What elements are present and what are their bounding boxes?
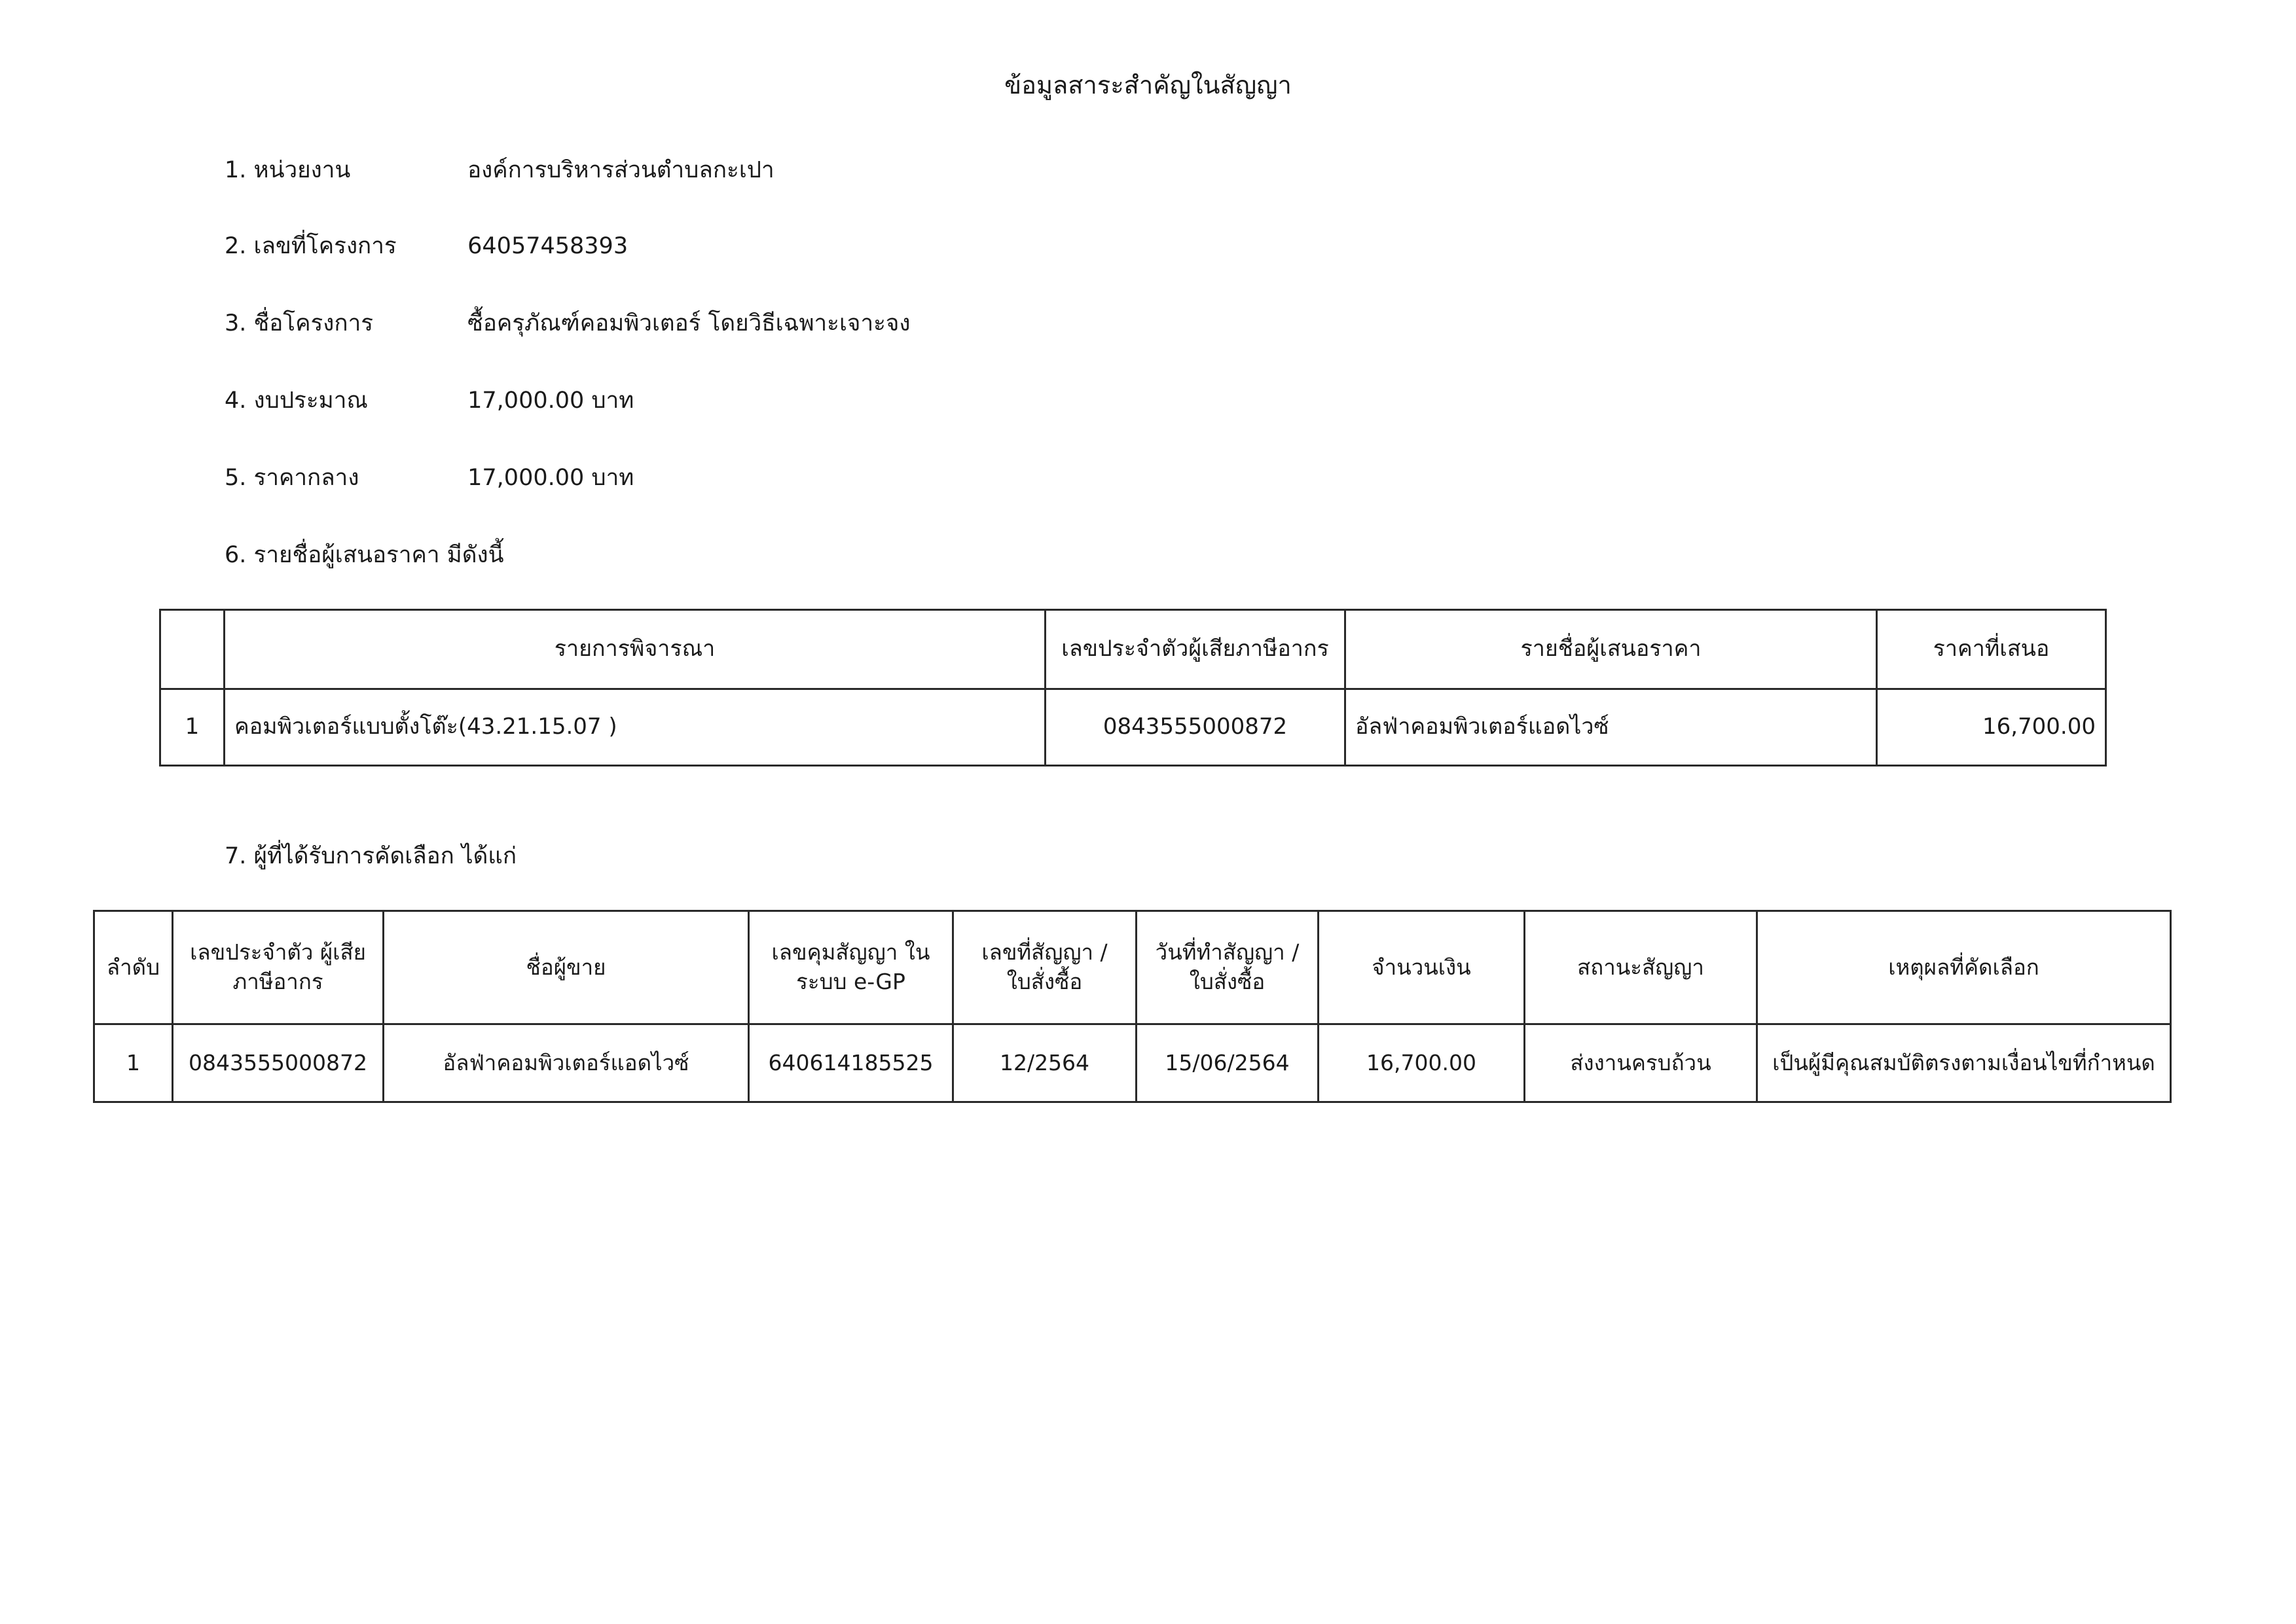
contract-number: 12/2564 [953, 1024, 1137, 1102]
header-cell: เลขที่สัญญา / ใบสั่งซื้อ [953, 911, 1137, 1024]
field-value: 17,000.00 บาท [467, 465, 634, 491]
header-cell: ราคาที่เสนอ [1877, 610, 2106, 689]
header-cell: จำนวนเงิน [1319, 911, 1525, 1024]
row-index: 1 [94, 1024, 173, 1102]
field-value: 17,000.00 บาท [467, 388, 634, 414]
header-cell: ลำดับ [94, 911, 173, 1024]
egp-contract-number: 640614185525 [749, 1024, 953, 1102]
field-median-price [225, 458, 634, 497]
selected-vendor-table [93, 910, 2172, 1103]
tax-id: 0843555000872 [1046, 689, 1345, 766]
bidders-table [159, 609, 2107, 767]
table-header-row [160, 610, 2106, 689]
field-value: 64057458393 [467, 233, 629, 259]
field-project-number [225, 226, 628, 266]
item-description: คอมพิวเตอร์แบบตั้งโต๊ะ(43.21.15.07 ) [225, 689, 1046, 766]
header-cell: รายชื่อผู้เสนอราคา [1345, 610, 1877, 689]
header-cell [160, 610, 225, 689]
field-label: 2. เลขที่โครงการ [225, 233, 397, 259]
table-header-row [94, 911, 2171, 1024]
header-cell: เลขประจำตัว ผู้เสียภาษีอากร [173, 911, 384, 1024]
field-label: 4. งบประมาณ [225, 388, 368, 414]
document-title: ข้อมูลสาระสำคัญในสัญญา [1004, 71, 1292, 99]
field-agency [225, 151, 774, 190]
table-row [160, 689, 2106, 766]
field-label: 3. ชื่อโครงการ [225, 310, 374, 336]
field-value: ซื้อครุภัณฑ์คอมพิวเตอร์ โดยวิธีเฉพาะเจาะจง [467, 310, 911, 336]
field-budget [225, 381, 634, 420]
section-bidders-title: 6. รายชื่อผู้เสนอราคา มีดังนี้ [225, 542, 504, 568]
bidder-name: อัลฟ่าคอมพิวเตอร์แอดไวซ์ [1345, 689, 1877, 766]
tax-id: 0843555000872 [173, 1024, 384, 1102]
bid-price: 16,700.00 [1877, 689, 2106, 766]
field-project-name [225, 304, 911, 343]
header-cell: วันที่ทำสัญญา / ใบสั่งซื้อ [1137, 911, 1319, 1024]
field-value: องค์การบริหารส่วนตำบลกะเปา [467, 157, 774, 183]
section-selected-title: 7. ผู้ที่ได้รับการคัดเลือก ได้แก่ [225, 843, 517, 869]
field-label: 1. หน่วยงาน [225, 157, 351, 183]
header-cell: สถานะสัญญา [1525, 911, 1757, 1024]
header-cell: เลขประจำตัวผู้เสียภาษีอากร [1046, 610, 1345, 689]
vendor-name: อัลฟ่าคอมพิวเตอร์แอดไวซ์ [384, 1024, 749, 1102]
header-cell: ชื่อผู้ขาย [384, 911, 749, 1024]
selection-reason: เป็นผู้มีคุณสมบัติตรงตามเงื่อนไขที่กำหนด [1757, 1024, 2171, 1102]
field-label: 5. ราคากลาง [225, 465, 359, 491]
header-cell: รายการพิจารณา [225, 610, 1046, 689]
header-cell: เลขคุมสัญญา ในระบบ e-GP [749, 911, 953, 1024]
contract-date: 15/06/2564 [1137, 1024, 1319, 1102]
row-index: 1 [160, 689, 225, 766]
contract-status: ส่งงานครบถ้วน [1525, 1024, 1757, 1102]
amount: 16,700.00 [1319, 1024, 1525, 1102]
header-cell: เหตุผลที่คัดเลือก [1757, 911, 2171, 1024]
table-row [94, 1024, 2171, 1102]
